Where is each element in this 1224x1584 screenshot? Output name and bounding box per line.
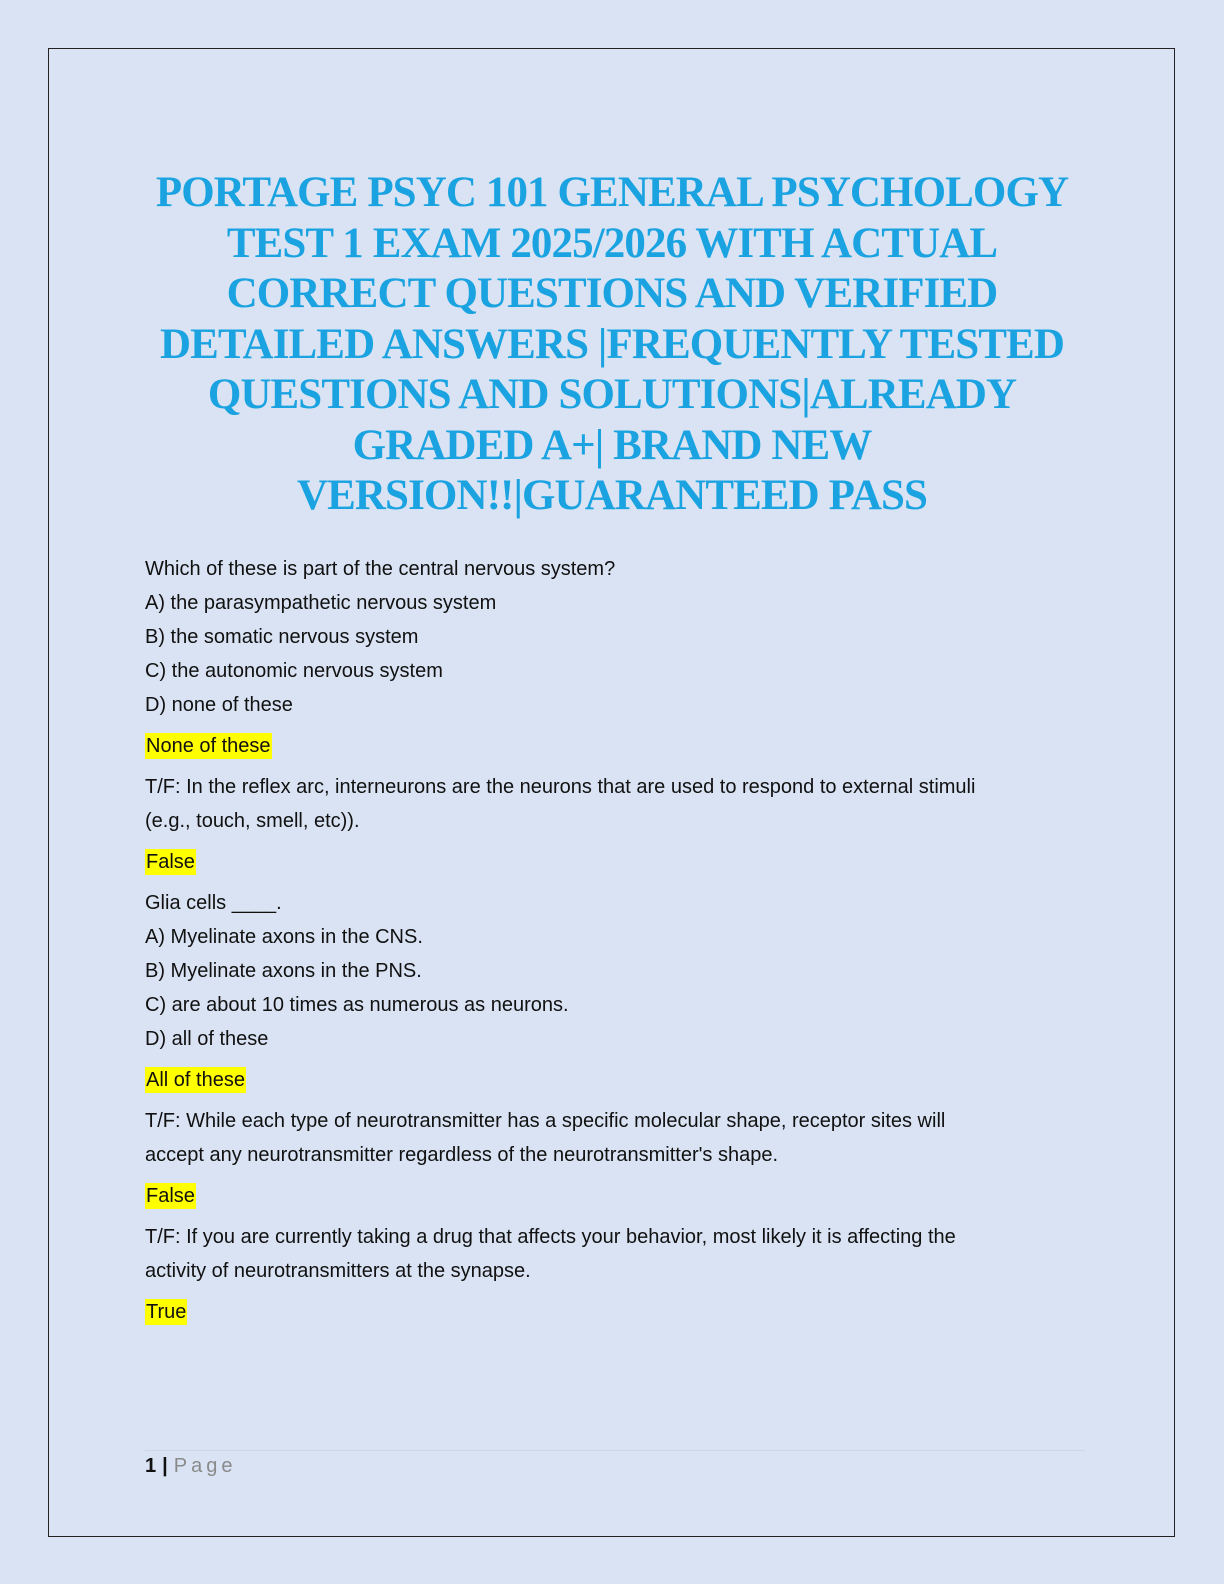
question-1 (145, 552, 1085, 722)
question-text-continued: (e.g., touch, smell, etc)). (145, 810, 360, 832)
answer-highlight: True (146, 1301, 187, 1323)
answer-row (145, 1288, 1085, 1336)
page-number: 1 (145, 1455, 157, 1477)
answer-highlight: All of these (146, 1069, 245, 1091)
title-line: QUESTIONS AND SOLUTIONS|ALREADY (207, 371, 1017, 418)
option-b: B) Myelinate axons in the PNS. (145, 960, 422, 982)
title-line: VERSION!!|GUARANTEED PASS (296, 472, 928, 519)
document-title (100, 168, 1124, 522)
question-2 (145, 770, 1085, 838)
answer-highlight: False (146, 851, 195, 873)
question-text: Which of these is part of the central nervous system? (145, 558, 616, 580)
option-a: A) the parasympathetic nervous system (145, 592, 497, 614)
title-line: PORTAGE PSYC 101 GENERAL PSYCHOLOGY (155, 169, 1069, 216)
answer-row (145, 1172, 1085, 1220)
title-line: GRADED A+| BRAND NEW (352, 421, 872, 469)
title-line: TEST 1 EXAM 2025/2026 WITH ACTUAL (226, 219, 998, 267)
option-d: D) none of these (145, 694, 293, 716)
question-text: T/F: In the reflex arc, interneurons are the neurons that are used to respond to external stimuli (145, 776, 976, 798)
page-label: Page (173, 1455, 237, 1477)
answer-row (145, 838, 1085, 886)
question-4 (145, 1104, 1085, 1172)
question-5 (145, 1220, 1085, 1288)
questions-list (145, 552, 1085, 1336)
option-c: C) the autonomic nervous system (145, 660, 443, 682)
footer-divider (145, 1450, 1085, 1451)
option-b: B) the somatic nervous system (145, 626, 419, 648)
title-line: CORRECT QUESTIONS AND VERIFIED (226, 270, 998, 317)
footer-separator: | (162, 1455, 168, 1477)
question-text-continued: activity of neurotransmitters at the synapse. (145, 1260, 531, 1282)
option-a: A) Myelinate axons in the CNS. (145, 926, 423, 948)
answer-row (145, 722, 1085, 770)
question-text: T/F: While each type of neurotransmitter has a specific molecular shape, receptor sites will (145, 1110, 946, 1132)
page-footer (145, 1455, 236, 1478)
question-text-continued: accept any neurotransmitter regardless of the neurotransmitter's shape. (145, 1144, 779, 1166)
answer-highlight: False (146, 1185, 195, 1207)
question-text: Glia cells ____. (145, 892, 282, 914)
title-line: DETAILED ANSWERS |FREQUENTLY TESTED (160, 320, 1064, 368)
option-d: D) all of these (145, 1028, 269, 1050)
question-text: T/F: If you are currently taking a drug that affects your behavior, most likely it is affecting the (145, 1226, 956, 1248)
answer-highlight: None of these (146, 735, 271, 757)
answer-row (145, 1056, 1085, 1104)
option-c: C) are about 10 times as numerous as neurons. (145, 994, 569, 1016)
question-3 (145, 886, 1085, 1056)
